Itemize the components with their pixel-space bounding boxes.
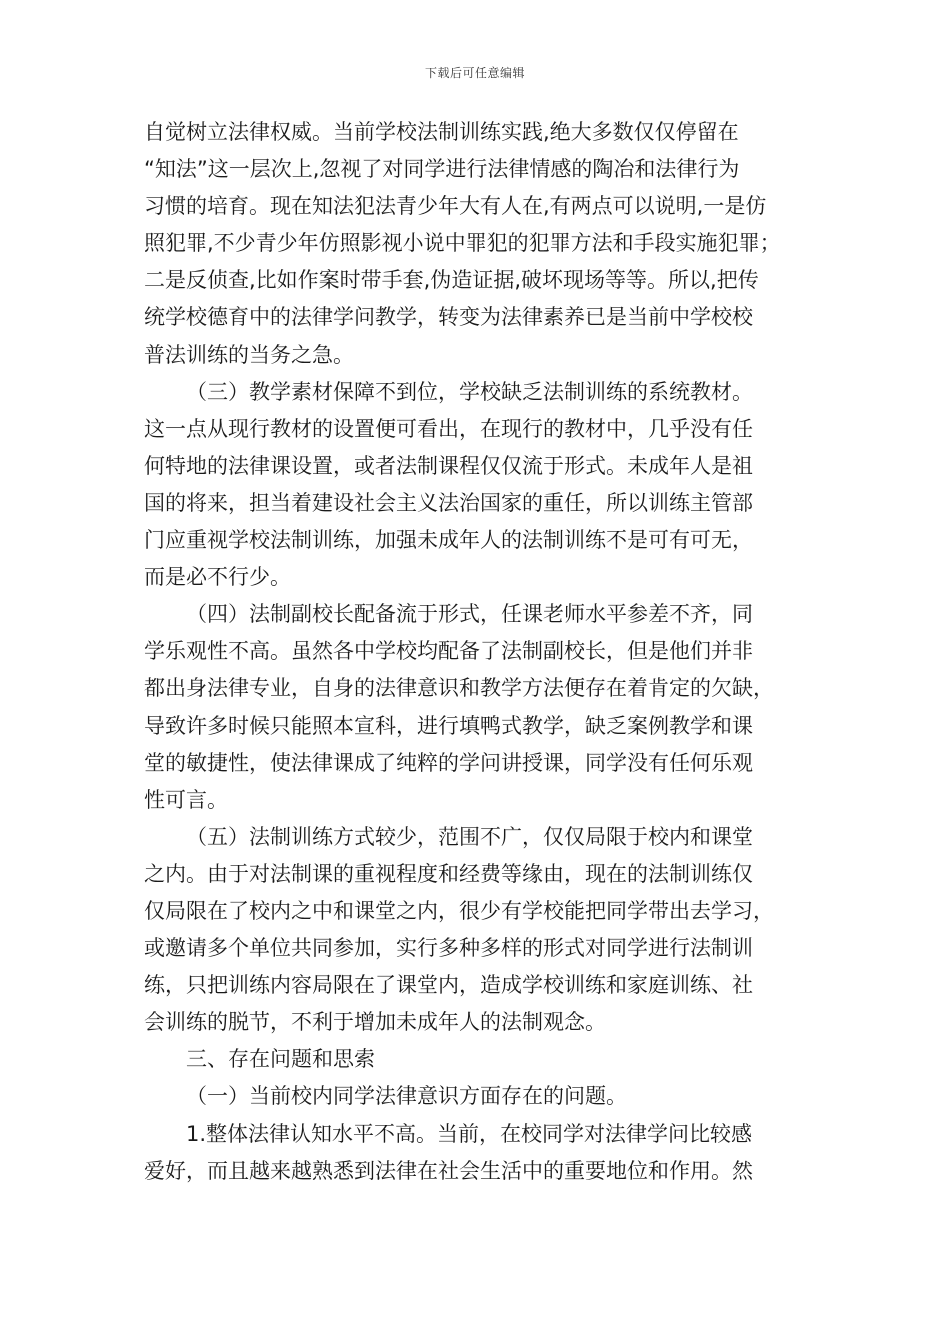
text-line: “知法”这一层次上,忽视了对同学进行法律情感的陶冶和法律行为	[144, 157, 740, 182]
text-line: 性可言。	[144, 787, 228, 812]
text-line: 仅局限在了校内之中和课堂之内，很少有学校能把同学带出去学习，	[144, 898, 774, 923]
page-header: 下载后可任意编辑	[424, 66, 525, 80]
text-line: 统学校德育中的法律学问教学，转变为法律素养已是当前中学校校	[144, 305, 753, 330]
text-line: 国的将来，担当着建设社会主义法治国家的重任，所以训练主管部	[144, 490, 753, 515]
text-line: 堂的敏捷性，使法律课成了纯粹的学问讲授课，同学没有任何乐观	[144, 750, 753, 775]
text-line: 照犯罪,不少青少年仿照影视小说中罪犯的犯罪方法和手段实施犯罪；	[144, 231, 781, 256]
text-line: 爱好，而且越来越熟悉到法律在社会生活中的重要地位和作用。然	[144, 1158, 753, 1183]
text-line: 学乐观性不高。虽然各中学校均配备了法制副校长，但是他们并非	[144, 639, 753, 664]
text-line: 自觉树立法律权威。当前学校法制训练实践,绝大多数仅仅停留在	[144, 120, 739, 144]
document-body	[144, 114, 808, 1190]
text-line: 门应重视学校法制训练，加强未成年人的法制训练不是可有可无，	[144, 528, 753, 553]
text-line: 会训练的脱节，不利于增加未成年人的法制观念。	[144, 1010, 606, 1035]
text-line: 习惯的培育。现在知法犯法青少年大有人在,有两点可以说明,一是仿	[144, 194, 767, 219]
section-heading-line: （五）法制训练方式较少，范围不广，仅仅局限于校内和课堂	[186, 824, 753, 849]
text-line: 练，只把训练内容局限在了课堂内，造成学校训练和家庭训练、社	[144, 973, 753, 998]
text-line: 都出身法律专业，自身的法律意识和教学方法便存在着肯定的欠缺，	[144, 676, 774, 701]
section-title: 三、存在问题和思索	[186, 1047, 375, 1072]
section-heading-line: （三）教学素材保障不到位，学校缺乏法制训练的系统教材。	[186, 379, 753, 404]
numbered-paragraph-line: 1.整体法律认知水平不高。当前，在校同学对法律学问比较感	[186, 1121, 753, 1146]
text-line: 二是反侦查,比如作案时带手套,伪造证据,破坏现场等等。所以,把传	[144, 268, 759, 293]
text-line: 之内。由于对法制课的重视程度和经费等缘由，现在的法制训练仅	[144, 861, 753, 886]
subsection-title: （一）当前校内同学法律意识方面存在的问题。	[186, 1084, 627, 1109]
text-line: 导致许多时候只能照本宣科，进行填鸭式教学，缺乏案例教学和课	[144, 713, 753, 738]
text-line: 或邀请多个单位共同参加，实行多种多样的形式对同学进行法制训	[144, 936, 753, 961]
text-line: 这一点从现行教材的设置便可看出，在现行的教材中，几乎没有任	[144, 416, 753, 441]
text-line: 何特地的法律课设置，或者法制课程仅仅流于形式。未成年人是祖	[144, 453, 753, 478]
text-line: 而是必不行少。	[144, 565, 291, 590]
text-line: 普法训练的当务之急。	[144, 342, 354, 367]
section-heading-line: （四）法制副校长配备流于形式，任课老师水平参差不齐，同	[186, 602, 753, 627]
